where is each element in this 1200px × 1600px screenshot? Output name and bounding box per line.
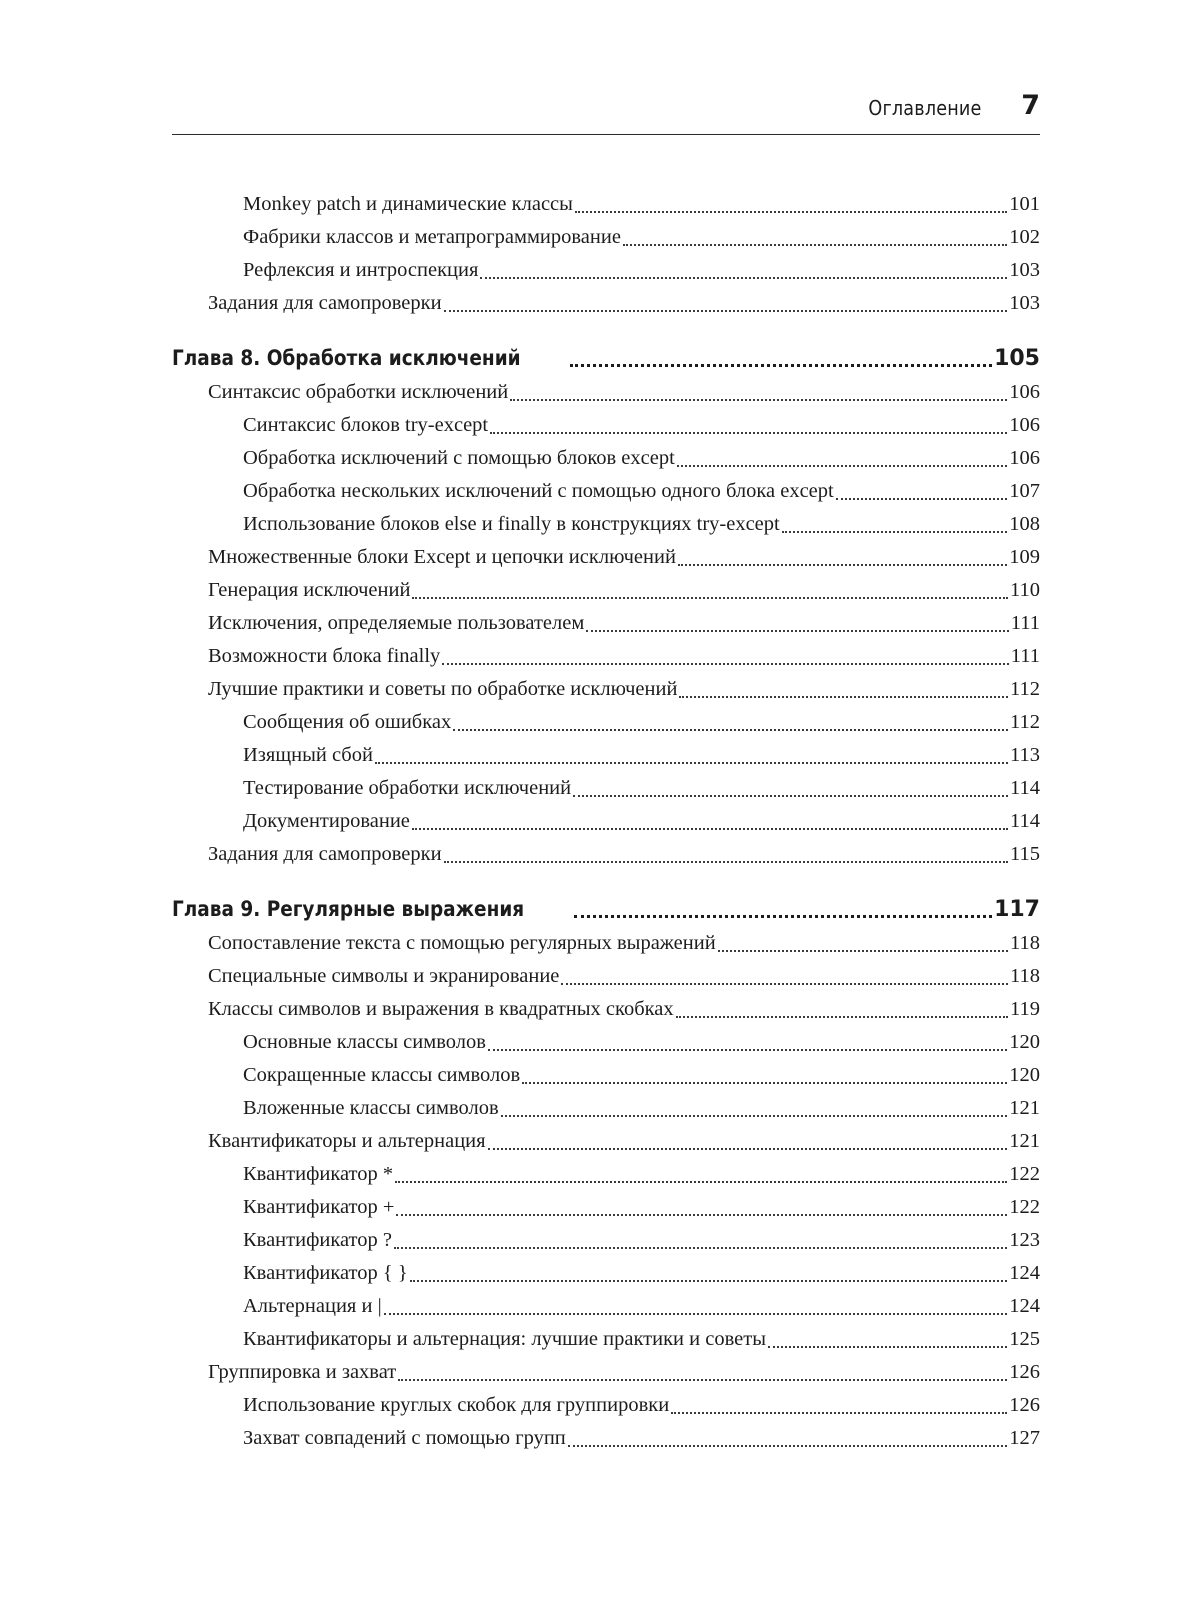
page-number: 103 [1009,292,1040,314]
dot-leader [522,1059,1007,1092]
toc-entry[interactable]: Специальные символы и экранирование 118 [172,960,1040,993]
page-number: 107 [1009,480,1040,502]
toc-entry[interactable]: Исключения, определяемые пользователем 111 [172,607,1040,640]
page-number: 126 [1009,1361,1040,1383]
page-number: 112 [1010,678,1040,700]
dot-leader [395,1158,1007,1191]
page-number: 112 [1010,711,1040,733]
dot-leader [453,706,1008,739]
toc-entry[interactable]: Использование блоков else и finally в конструкциях try-except 108 [172,508,1040,541]
dot-leader [490,409,1007,442]
dot-leader [410,1257,1008,1290]
toc-entry[interactable]: Генерация исключений 110 [172,574,1040,607]
page-number: 127 [1009,1427,1040,1449]
dot-leader [586,607,1008,640]
toc-entry[interactable]: Задания для самопроверки 103 [172,287,1040,320]
toc-entry[interactable]: Группировка и захват 126 [172,1356,1040,1389]
page-number: 102 [1009,226,1040,248]
page-number: 113 [1010,744,1040,766]
page-number: 111 [1010,612,1040,634]
dot-leader [573,772,1008,805]
page-number: 106 [1009,447,1040,469]
dot-leader [575,188,1007,221]
toc-entry[interactable]: Синтаксис обработки исключений 106 [172,376,1040,409]
page-number: 114 [1010,777,1040,799]
table-of-contents [172,188,1040,1455]
toc-entry[interactable]: Альтернация и | 124 [172,1290,1040,1323]
toc-chapter-8[interactable] [172,340,1040,376]
dot-leader [396,1191,1007,1224]
page-number: 109 [1009,546,1040,568]
page-number: 106 [1009,381,1040,403]
dot-leader [768,1323,1007,1356]
dot-leader [444,838,1008,871]
dot-leader [384,1290,1008,1323]
toc-entry[interactable]: Изящный сбой 113 [172,739,1040,772]
chapter-title: Глава 8. Обработка исключений [172,346,521,370]
dot-leader [412,805,1008,838]
toc-entry[interactable]: Квантификатор ? 123 [172,1224,1040,1257]
dot-leader [442,640,1008,673]
toc-entry[interactable]: Синтаксис блоков try-except 106 [172,409,1040,442]
page-number: 101 [1009,193,1040,215]
toc-entry[interactable]: Множественные блоки Except и цепочки исключений 109 [172,541,1040,574]
page-number: 103 [1009,259,1040,281]
running-header [172,86,1040,135]
dot-leader [836,475,1008,508]
page-number: 121 [1009,1130,1040,1152]
header-title: Оглавление [868,96,982,120]
dot-leader [782,508,1008,541]
dot-leader [398,1356,1007,1389]
toc-entry[interactable]: Классы символов и выражения в квадратных скобках 119 [172,993,1040,1026]
toc-entry[interactable]: Сопоставление текста с помощью регулярных выражений 118 [172,927,1040,960]
toc-entry[interactable]: Основные классы символов 120 [172,1026,1040,1059]
dot-leader [501,1092,1008,1125]
dot-leader [677,442,1007,475]
page-number: 117 [994,897,1040,922]
dot-leader [561,960,1008,993]
dot-leader [671,1389,1007,1422]
page-number: 125 [1009,1328,1040,1350]
dot-leader [718,927,1008,960]
toc-entry[interactable]: Рефлексия и интроспекция 103 [172,254,1040,287]
toc-entry[interactable]: Использование круглых скобок для группировки 126 [172,1389,1040,1422]
dot-leader [412,574,1008,607]
dot-leader [679,673,1008,706]
page-number: 124 [1009,1295,1040,1317]
page-number: 114 [1010,810,1040,832]
toc-entry[interactable]: Обработка нескольких исключений с помощью одного блока except 107 [172,475,1040,508]
dot-leader [574,891,992,927]
page-number: 115 [1010,843,1040,865]
page-number: 121 [1009,1097,1040,1119]
page-number: 110 [1010,579,1040,601]
dot-leader [394,1224,1007,1257]
toc-entry[interactable]: Квантификатор * 122 [172,1158,1040,1191]
page-number: 124 [1009,1262,1040,1284]
page-number: 118 [1010,932,1040,954]
dot-leader [623,221,1007,254]
toc-entry[interactable]: Фабрики классов и метапрограммирование 102 [172,221,1040,254]
dot-leader [375,739,1008,772]
dot-leader [676,993,1008,1026]
toc-chapter-9[interactable] [172,891,1040,927]
page-number: 122 [1009,1196,1040,1218]
toc-entry[interactable]: Сообщения об ошибках 112 [172,706,1040,739]
dot-leader [570,340,992,376]
page-number: 126 [1009,1394,1040,1416]
toc-entry[interactable]: Квантификатор { } 124 [172,1257,1040,1290]
toc-entry[interactable]: Документирование 114 [172,805,1040,838]
toc-entry[interactable]: Квантификатор + 122 [172,1191,1040,1224]
toc-entry[interactable]: Сокращенные классы символов 120 [172,1059,1040,1092]
dot-leader [568,1422,1007,1455]
dot-leader [678,541,1007,574]
page-number: 120 [1009,1064,1040,1086]
page-number: 106 [1009,414,1040,436]
toc-entry[interactable]: Monkey patch и динамические классы 101 [172,188,1040,221]
dot-leader [510,376,1007,409]
header-page-number: 7 [1021,90,1040,121]
toc-entry[interactable]: Тестирование обработки исключений 114 [172,772,1040,805]
dot-leader [488,1125,1008,1158]
page-number: 108 [1009,513,1040,535]
dot-leader [480,254,1007,287]
page-number: 120 [1009,1031,1040,1053]
page-number: 119 [1010,998,1040,1020]
toc-entry[interactable]: Возможности блока finally 111 [172,640,1040,673]
page-number: 111 [1010,645,1040,667]
toc-entry[interactable]: Квантификаторы и альтернация 121 [172,1125,1040,1158]
page-number: 105 [994,346,1040,371]
toc-entry[interactable]: Задания для самопроверки 115 [172,838,1040,871]
toc-entry[interactable]: Обработка исключений с помощью блоков except 106 [172,442,1040,475]
toc-entry[interactable]: Вложенные классы символов 121 [172,1092,1040,1125]
toc-entry[interactable]: Захват совпадений с помощью групп 127 [172,1422,1040,1455]
page-number: 122 [1009,1163,1040,1185]
page-number: 118 [1010,965,1040,987]
dot-leader [488,1026,1007,1059]
toc-entry[interactable]: Квантификаторы и альтернация: лучшие практики и советы 125 [172,1323,1040,1356]
chapter-title: Глава 9. Регулярные выражения [172,897,525,921]
dot-leader [444,287,1008,320]
page-number: 123 [1009,1229,1040,1251]
toc-entry[interactable]: Лучшие практики и советы по обработке исключений 112 [172,673,1040,706]
